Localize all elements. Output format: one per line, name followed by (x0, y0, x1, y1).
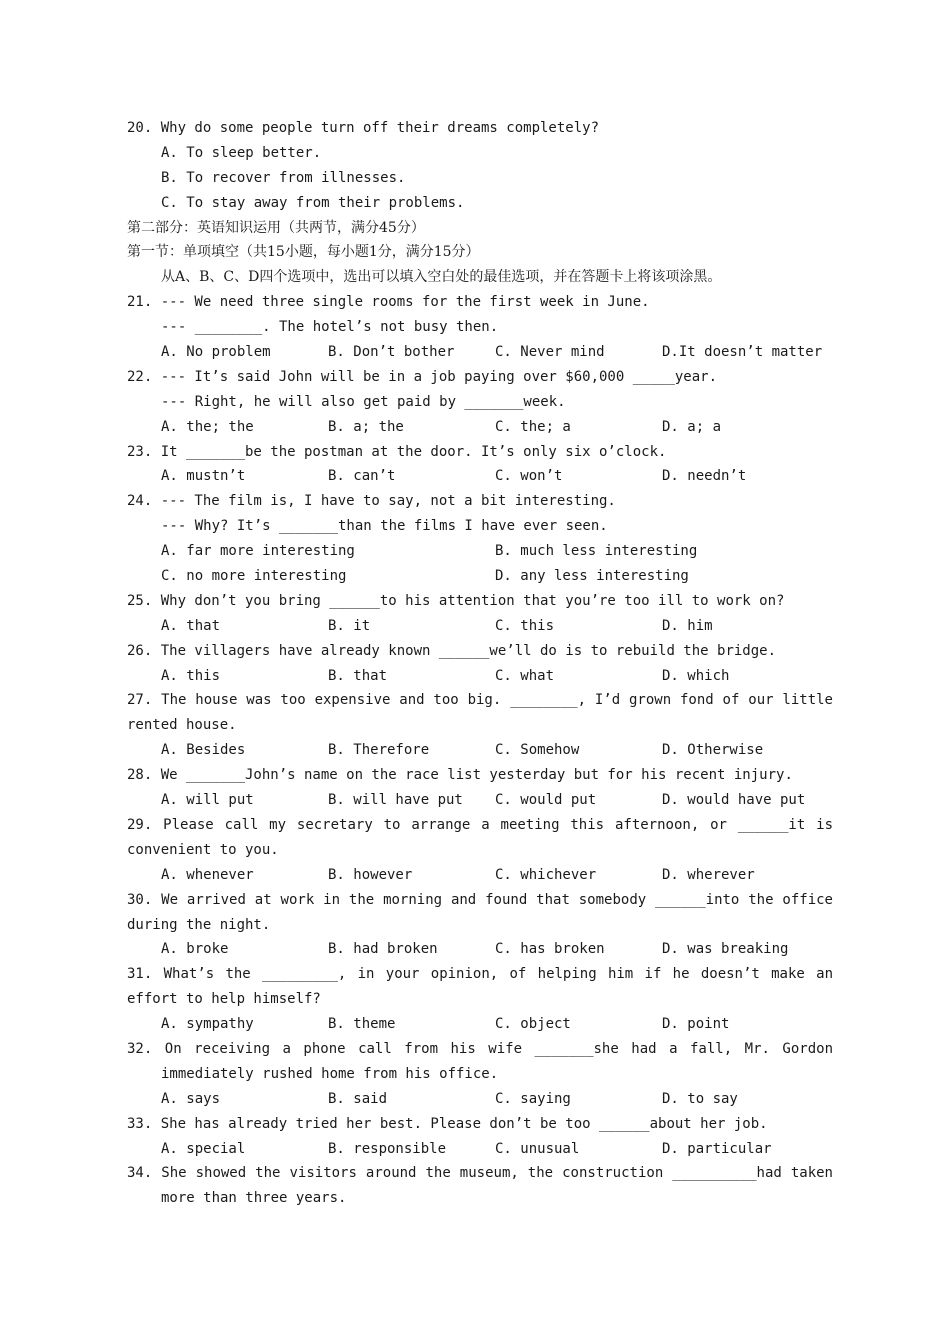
question-21-line-1: 21. --- We need three single rooms for the first week in June. (127, 294, 650, 311)
question-30-option-a: A. broke (161, 941, 229, 958)
question-24-options-ab (127, 539, 833, 564)
question-31-line-1: 31. What’s the _________, in your opinion, of helping him if he doesn’t make an (127, 966, 833, 983)
question-24-option-c: C. no more interesting (161, 568, 347, 585)
question-21-option-d: D.It doesn’t matter (662, 344, 823, 361)
question-27-option-b: B. Therefore (328, 742, 430, 759)
question-22-option-b: B. a; the (328, 418, 404, 435)
question-25-option-b: B. it (328, 617, 371, 634)
question-27-option-a: A. Besides (161, 742, 246, 759)
question-24-line-2: --- Why? It’s _______than the films I have ever seen. (161, 518, 608, 535)
question-33-options (127, 1137, 833, 1162)
question-29-option-d: D. wherever (662, 866, 755, 883)
question-22-options (127, 415, 833, 440)
question-34-line-2: more than three years. (161, 1190, 347, 1207)
question-30-option-c: C. has broken (495, 941, 605, 958)
question-20-option-c: C. To stay away from their problems. (161, 194, 465, 211)
question-33-option-a: A. special (161, 1140, 246, 1157)
question-24-option-a: A. far more interesting (161, 543, 355, 560)
part-two-title: 第二部分：英语知识运用（共两节，满分45分） (127, 219, 425, 236)
question-32-option-d: D. to say (662, 1090, 738, 1107)
question-27-option-c: C. Somehow (495, 742, 580, 759)
question-25-option-c: C. this (495, 617, 555, 634)
question-22-line-2: --- Right, he will also get paid by _______week. (161, 393, 566, 410)
question-32-option-b: B. said (328, 1090, 388, 1107)
question-26-option-c: C. what (495, 667, 555, 684)
section-instruction: 从A、B、C、D四个选项中，选出可以填入空白处的最佳选项，并在答题卡上将该项涂黑。 (161, 269, 722, 286)
question-33-option-b: B. responsible (328, 1140, 447, 1157)
question-23-line-1: 23. It _______be the postman at the door. It’s only six o’clock. (127, 443, 667, 460)
section-one-title: 第一节：单项填空（共15小题，每小题1分，满分15分） (127, 244, 480, 261)
question-32-options (127, 1087, 833, 1112)
question-20-stem: 20. Why do some people turn off their dreams completely? (127, 120, 600, 136)
question-24-line-1: 24. --- The film is, I have to say, not a bit interesting. (127, 493, 616, 510)
question-31-option-a: A. sympathy (161, 1016, 254, 1033)
question-27-line-1: 27. The house was too expensive and too big. ________, I’d grown fond of our little (127, 692, 833, 709)
question-24-option-d: D. any less interesting (495, 568, 689, 585)
question-28-options (127, 788, 833, 813)
question-29-option-c: C. whichever (495, 866, 597, 883)
question-29-line-1: 29. Please call my secretary to arrange a meeting this afternoon, or ______it is (127, 816, 833, 833)
question-24-option-b: B. much less interesting (495, 543, 698, 560)
question-23-option-c: C. won’t (495, 468, 563, 485)
question-31-line-2: effort to help himself? (127, 991, 321, 1008)
question-27-options (127, 738, 833, 763)
question-31-option-c: C. object (495, 1016, 571, 1033)
question-21-line-2: --- ________. The hotel’s not busy then. (161, 319, 499, 336)
question-32-option-c: C. saying (495, 1090, 571, 1107)
question-26-options (127, 664, 833, 689)
question-34-line-1: 34. She showed the visitors around the museum, the construction __________had taken (127, 1165, 833, 1182)
question-24-options-cd (127, 564, 833, 589)
question-32-line-2: immediately rushed home from his office. (161, 1065, 499, 1082)
question-22-option-d: D. a; a (662, 418, 722, 435)
question-30-option-d: D. was breaking (662, 941, 789, 958)
question-25-option-d: D. him (662, 617, 713, 634)
question-28-line-1: 28. We _______John’s name on the race list yesterday but for his recent injury. (127, 767, 793, 784)
question-21-option-b: B. Don’t bother (328, 344, 455, 361)
question-29-options (127, 863, 833, 888)
question-30-line-2: during the night. (127, 916, 271, 933)
question-26-option-d: D. which (662, 667, 730, 684)
question-23-options (127, 464, 833, 489)
question-33-option-d: D. particular (662, 1140, 772, 1157)
question-28-option-b: B. will have put (328, 792, 463, 809)
question-26-option-b: B. that (328, 667, 388, 684)
question-29-option-b: B. however (328, 866, 413, 883)
question-30-options (127, 937, 833, 962)
question-27-line-2: rented house. (127, 717, 237, 734)
question-23-option-a: A. mustn’t (161, 468, 246, 485)
question-30-line-1: 30. We arrived at work in the morning and found that somebody ______into the office (127, 891, 833, 908)
exam-page (127, 116, 833, 1211)
question-33-option-c: C. unusual (495, 1140, 580, 1157)
question-31-options (127, 1012, 833, 1037)
question-25-line-1: 25. Why don’t you bring ______to his attention that you’re too ill to work on? (127, 592, 785, 609)
question-32-line-1: 32. On receiving a phone call from his wife _______she had a fall, Mr. Gordon (127, 1040, 833, 1057)
question-20-option-b: B. To recover from illnesses. (161, 169, 406, 186)
question-20-option-a: A. To sleep better. (161, 144, 322, 161)
question-33-line-1: 33. She has already tried her best. Please don’t be too ______about her job. (127, 1115, 768, 1132)
question-26-line-1: 26. The villagers have already known ______we’ll do is to rebuild the bridge. (127, 642, 777, 659)
question-26-option-a: A. this (161, 667, 221, 684)
question-30-option-b: B. had broken (328, 941, 438, 958)
question-21-option-a: A. No problem (161, 344, 271, 361)
question-21-options (127, 340, 833, 365)
question-25-option-a: A. that (161, 617, 221, 634)
question-22-option-c: C. the; a (495, 418, 571, 435)
question-28-option-d: D. would have put (662, 792, 806, 809)
question-31-option-d: D. point (662, 1016, 730, 1033)
question-28-option-a: A. will put (161, 792, 254, 809)
question-29-option-a: A. whenever (161, 866, 254, 883)
question-27-option-d: D. Otherwise (662, 742, 764, 759)
question-31-option-b: B. theme (328, 1016, 396, 1033)
question-28-option-c: C. would put (495, 792, 597, 809)
question-23-option-d: D. needn’t (662, 468, 747, 485)
question-25-options (127, 614, 833, 639)
question-22-option-a: A. the; the (161, 418, 254, 435)
question-23-option-b: B. can’t (328, 468, 396, 485)
question-22-line-1: 22. --- It’s said John will be in a job paying over $60,000 _____year. (127, 368, 718, 385)
question-32-option-a: A. says (161, 1090, 221, 1107)
question-21-option-c: C. Never mind (495, 344, 605, 361)
question-29-line-2: convenient to you. (127, 841, 279, 858)
